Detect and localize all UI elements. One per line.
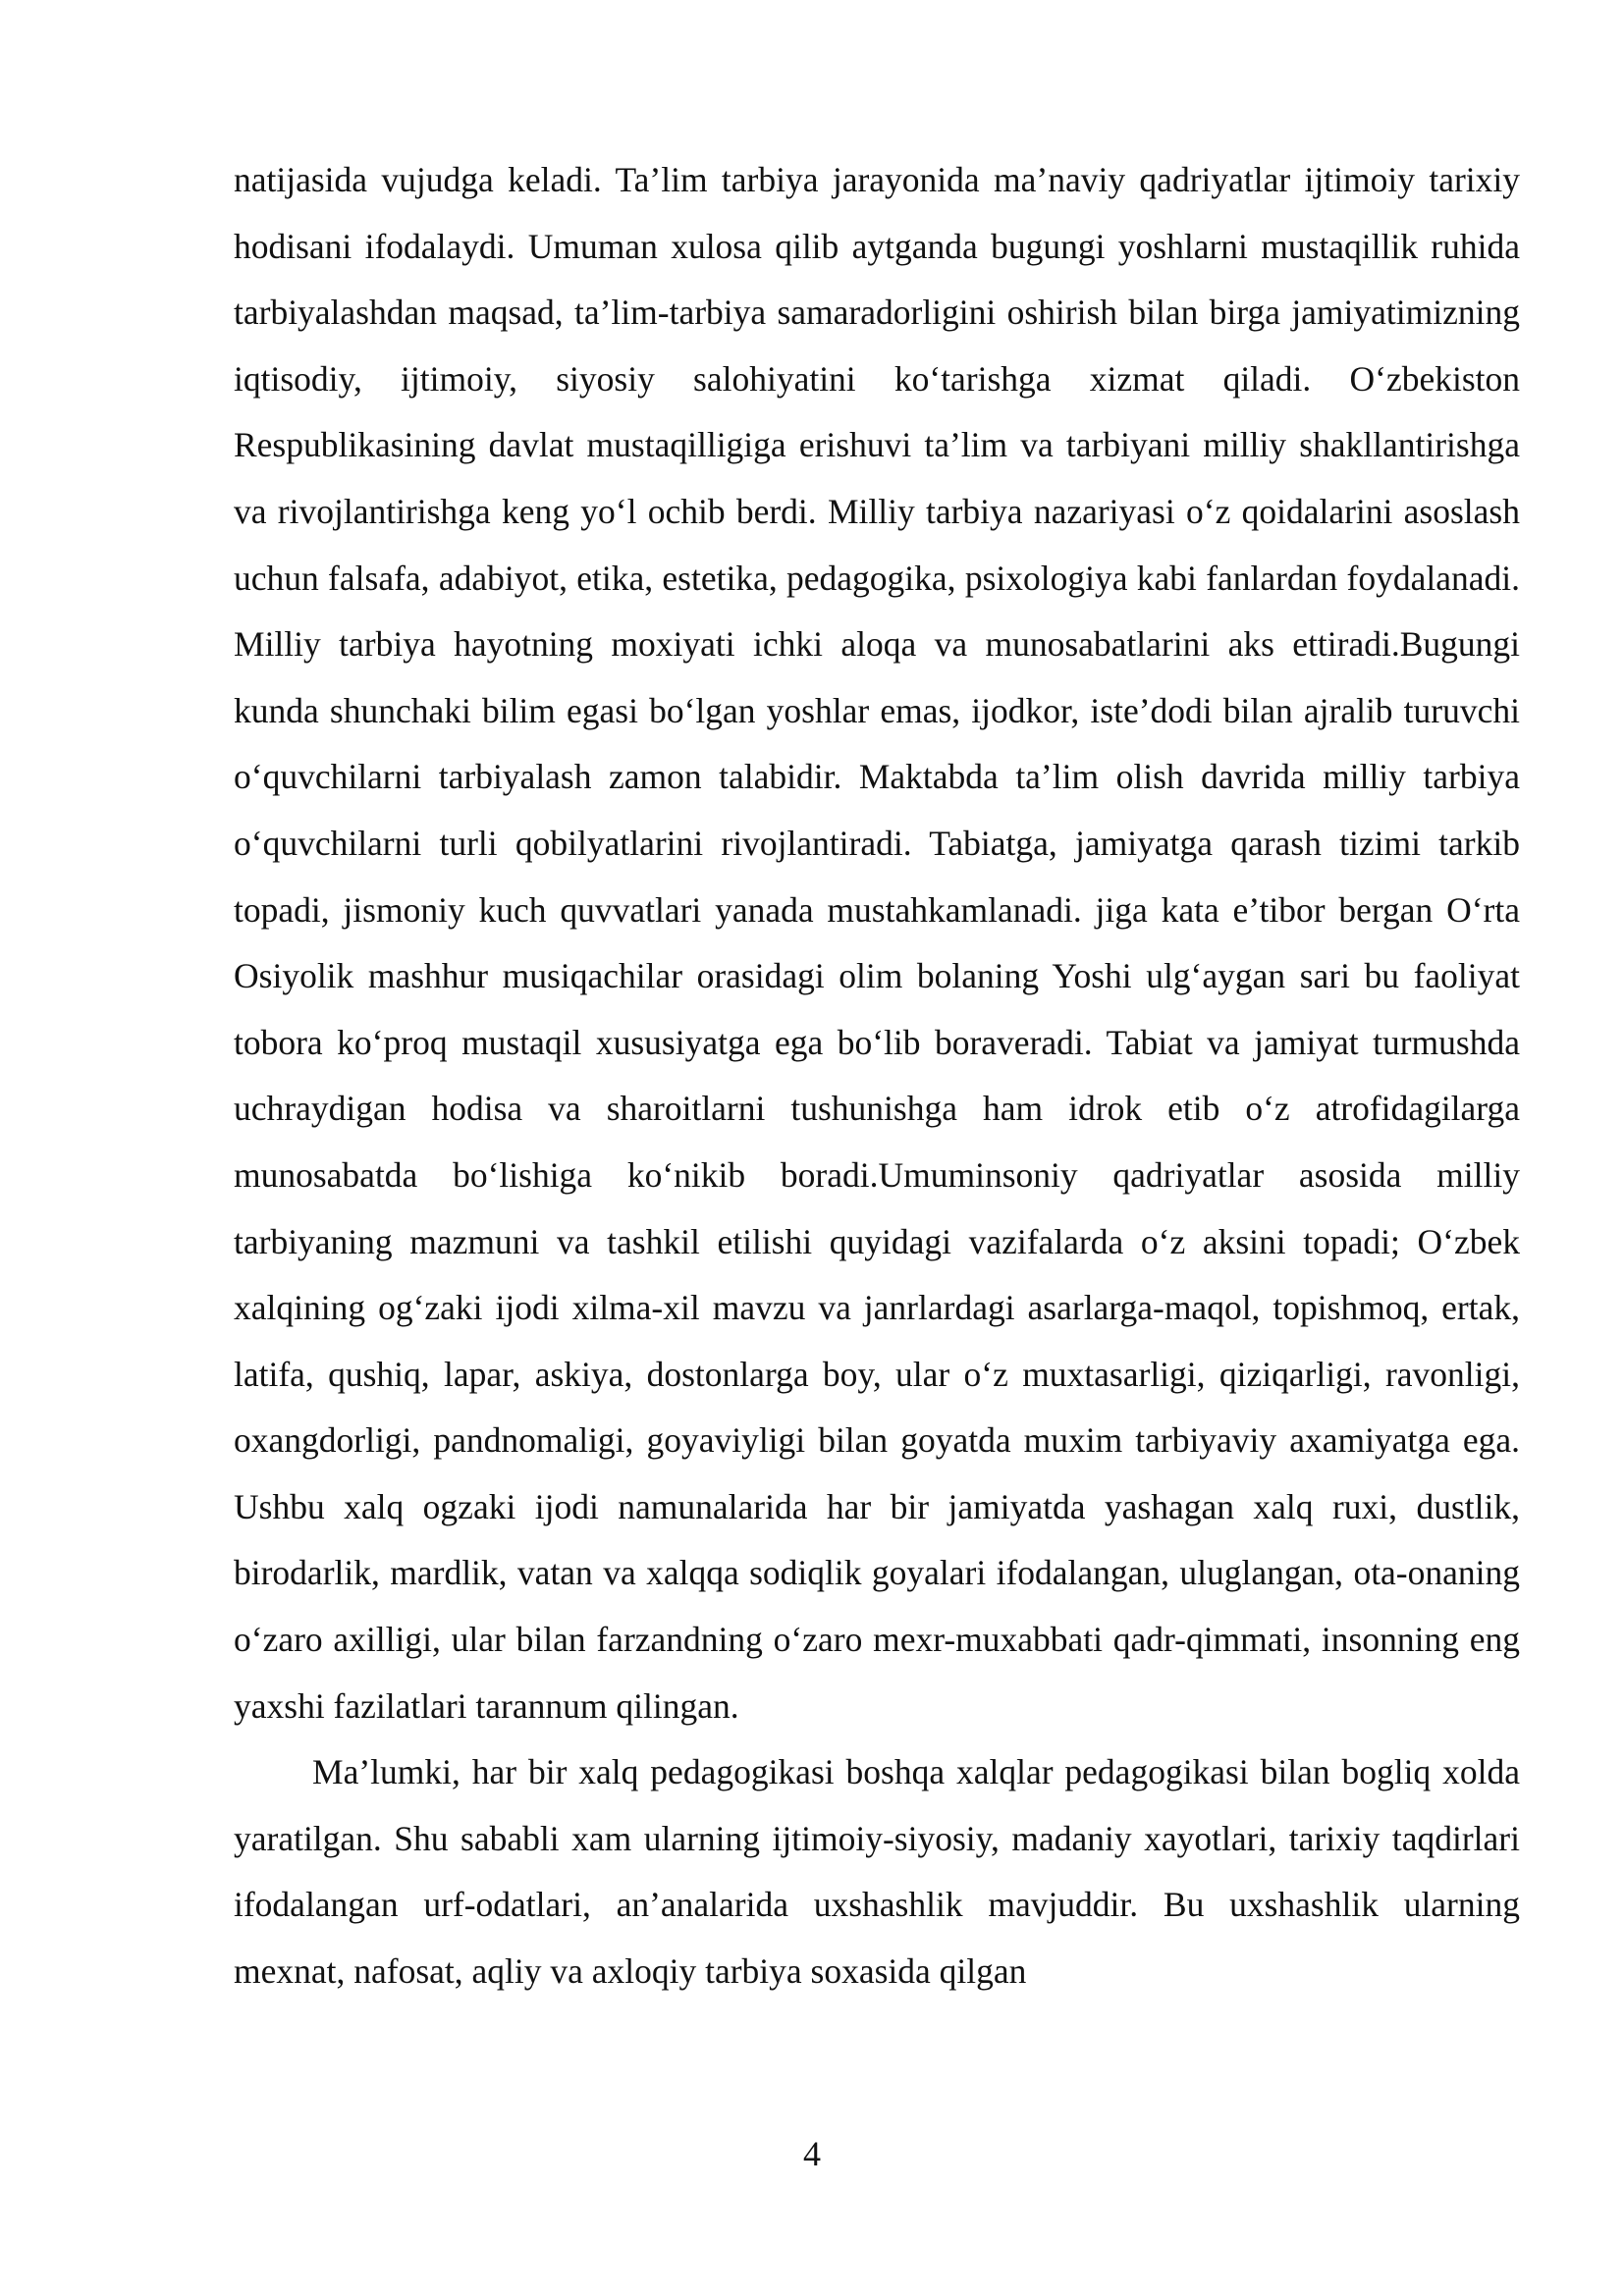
- body-text: [234, 147, 1520, 2005]
- page-number: 4: [803, 2134, 821, 2173]
- paragraph-2: Ma’lumki, har bir xalq pedagogikasi boshqa xalqlar pedagogikasi bilan bogliq xolda yaratilgan. Shu sababli xam ularning ijtimoiy-siyosiy, madaniy xayotlari, tarixiy taqdirlari ifodalangan urf-odatlari, an’analarida uxshashlik mavjuddir. Bu uxshashlik ularning mexnat, nafosat, aqliy va axloqiy tarbiya soxasida qilgan: [234, 1752, 1520, 1992]
- paragraph-1: natijasida vujudga keladi. Ta’lim tarbiya jarayonida ma’naviy qadriyatlar ijtimoiy tarixiy hodisani ifodalaydi. Umuman xulosa qilib aytganda bugungi yoshlarni mustaqillik ruhida tarbiyalashdan maqsad, ta’lim-tarbiya samaradorligini oshirish bilan birga jamiyatimizning iqtisodiy, ijtimoiy, siyosiy salohiyatini ko‘tarishga xizmat qiladi. O‘zbekiston Respublikasining davlat mustaqilligiga erishuvi ta’lim va tarbiyani milliy shakllantirishga va rivojlantirishga keng yo‘l ochib berdi. Milliy tarbiya nazariyasi o‘z qoidalarini asoslash uchun falsafa, adabiyot, etika, estetika, pedagogika, psixologiya kabi fanlardan foydalanadi. Milliy tarbiya hayotning moxiyati ichki aloqa va munosabatlarini aks ettiradi.Bugungi kunda shunchaki bilim egasi bo‘lgan yoshlar emas, ijodkor, iste’dodi bilan ajralib turuvchi o‘quvchilarni tarbiyalash zamon talabidir. Maktabda ta’lim olish davrida milliy tarbiya o‘quvchilarni turli qobilyatlarini rivojlantiradi. Tabiatga, jamiyatga qarash tizimi tarkib topadi, jismoniy kuch quvvatlari yanada mustahkamlanadi. jiga kata e’tibor bergan O‘rta Osiyolik mashhur musiqachilar orasidagi olim bolaning Yoshi ulg‘aygan sari bu faoliyat tobora ko‘proq mustaqil xususiyatga ega bo‘lib boraveradi. Tabiat va jamiyat turmushda uchraydigan hodisa va sharoitlarni tushunishga ham idrok etib o‘z atrofidagilarga munosabatda bo‘lishiga ko‘nikib boradi.Umuminsoniy qadriyatlar asosida milliy tarbiyaning mazmuni va tashkil etilishi quyidagi vazifalarda o‘z aksini topadi; O‘zbek xalqining og‘zaki ijodi xilma-xil mavzu va janrlardagi asarlarga-maqol, topishmoq, ertak, latifa, qushiq, lapar, askiya, dostonlarga boy, ular o‘z muxtasarligi, qiziqarligi, ravonligi, oxangdorligi, pandnomaligi, goyaviyligi bilan goyatda muxim tarbiyaviy axamiyatga ega. Ushbu xalq ogzaki ijodi namunalarida har bir jamiyatda yashagan xalq ruxi, dustlik, birodarlik, mardlik, vatan va xalqqa sodiqlik goyalari ifodalangan, uluglangan, ota-onaning o‘zaro axilligi, ular bilan farzandning o‘zaro mexr-muxabbati qadr-qimmati, insonning eng yaxshi fazilatlari tarannum qilingan.: [234, 160, 1520, 1726]
